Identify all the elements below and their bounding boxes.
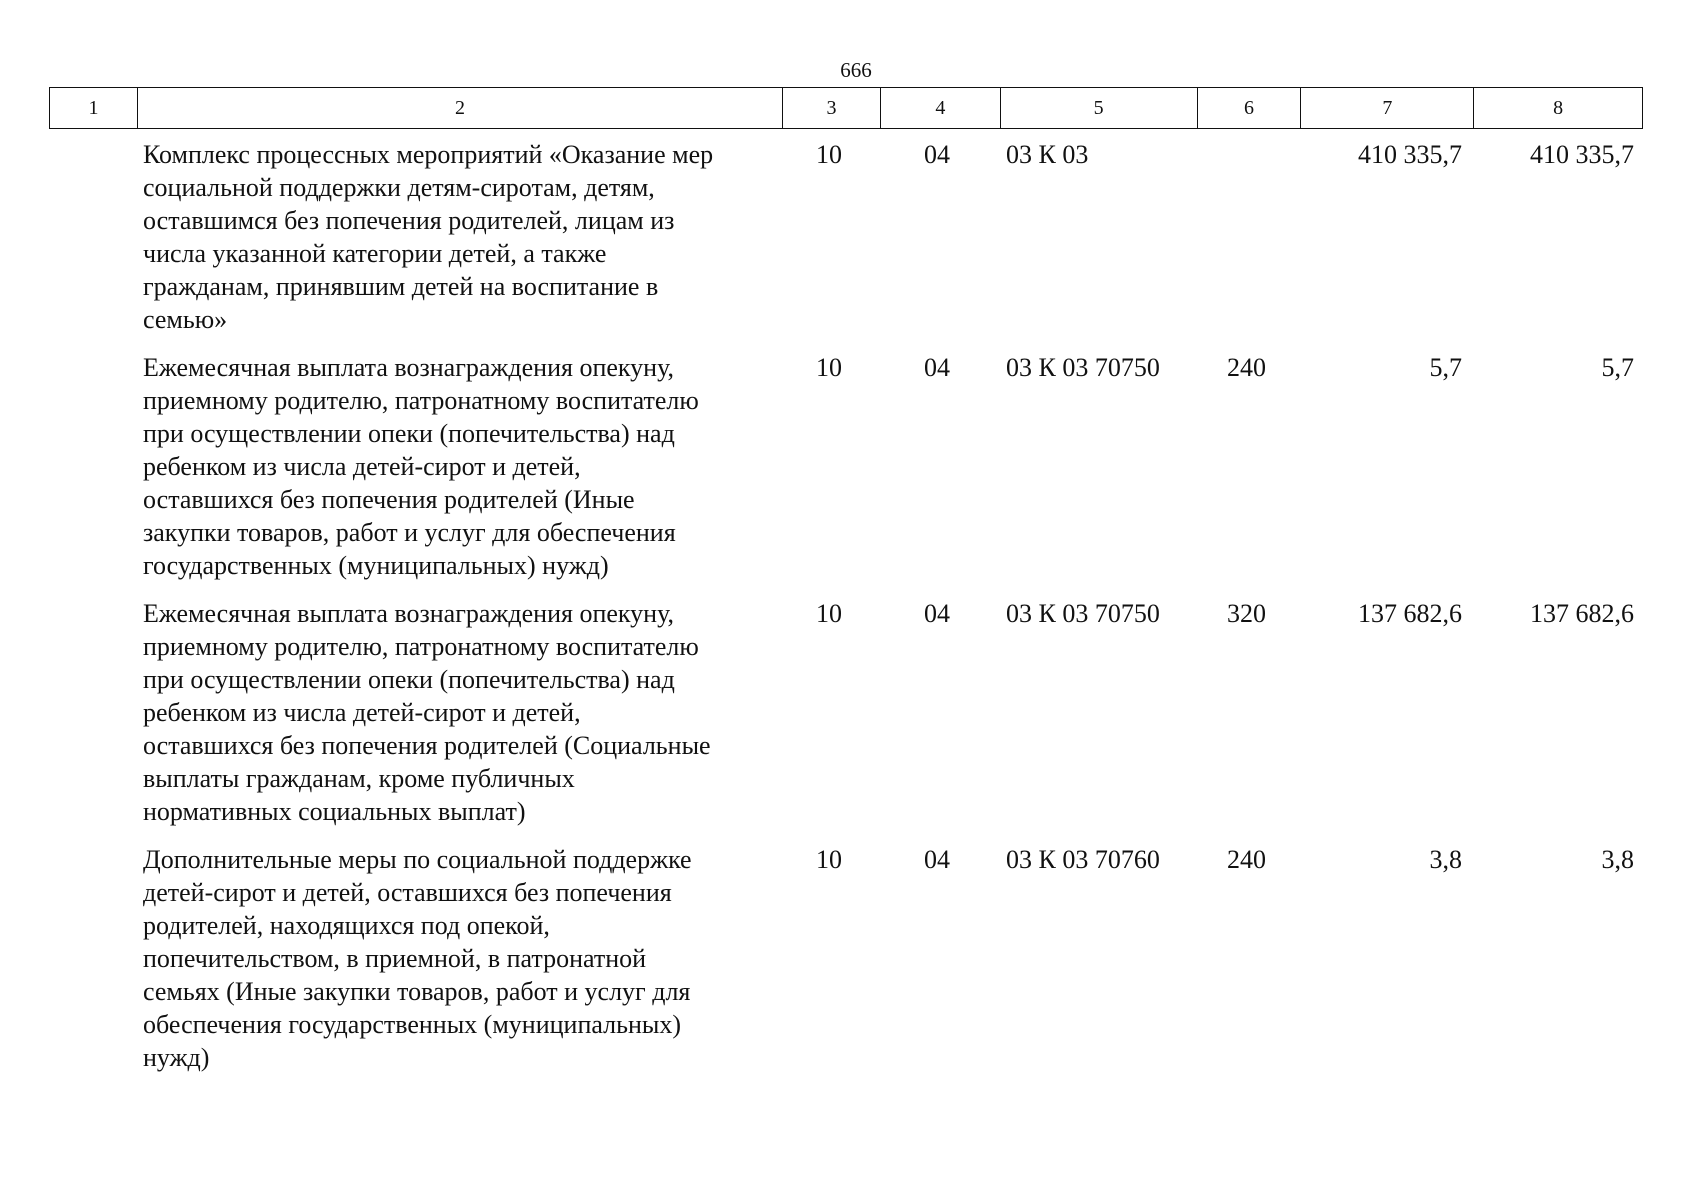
header-col-5: 5 <box>1000 88 1197 128</box>
header-col-1: 1 <box>88 97 99 119</box>
row-subsection: 04 <box>924 140 950 169</box>
row-subsection: 04 <box>924 599 950 628</box>
header-col-4: 4 <box>880 88 1000 128</box>
row-target-article: 03 К 03 70750 <box>1006 353 1160 382</box>
row-value-1: 5,7 <box>1429 353 1462 382</box>
row-value-2: 410 335,7 <box>1530 140 1634 169</box>
row-expense-type: 240 <box>1227 845 1266 874</box>
header-col-6: 6 <box>1197 88 1301 128</box>
row-target-article: 03 К 03 <box>1006 140 1089 169</box>
row-description: Ежемесячная выплата вознаграждения опекуну, приемному родителю, патронатному воспитателю при осуществлении опеки (попечительства) над ребенком из числа детей-сирот и детей, оставшихся без попечения родителей (Социальные выплаты гражданам, кроме публичных нормативных социальных выплат) <box>143 599 711 826</box>
page-number: 666 <box>840 58 872 82</box>
row-value-1: 3,8 <box>1429 845 1462 874</box>
row-value-2: 137 682,6 <box>1530 599 1634 628</box>
row-value-1: 137 682,6 <box>1358 599 1462 628</box>
row-description: Ежемесячная выплата вознаграждения опекуну, приемному родителю, патронатному воспитателю при осуществлении опеки (попечительства) над ребенком из числа детей-сирот и детей, оставшихся без попечения родителей (Иные закупки товаров, работ и услуг для обеспечения государственных (муниципальных) нужд) <box>143 353 699 580</box>
row-value-1: 410 335,7 <box>1358 140 1462 169</box>
row-expense-type: 240 <box>1227 353 1266 382</box>
header-col-2: 2 <box>137 88 782 128</box>
table-header <box>49 87 1643 129</box>
header-col-8: 8 <box>1473 88 1642 128</box>
row-section: 10 <box>816 353 842 382</box>
row-value-2: 5,7 <box>1601 353 1634 382</box>
row-target-article: 03 К 03 70750 <box>1006 599 1160 628</box>
row-subsection: 04 <box>924 353 950 382</box>
row-target-article: 03 К 03 70760 <box>1006 845 1160 874</box>
row-section: 10 <box>816 140 842 169</box>
row-section: 10 <box>816 599 842 628</box>
row-description: Комплекс процессных мероприятий «Оказание мер социальной поддержки детям-сиротам, детям, оставшимся без попечения родителей, лицам из числа указанной категории детей, а также гражданам, принявшим детей на воспитание в семью» <box>143 140 714 334</box>
row-description: Дополнительные меры по социальной поддержке детей-сирот и детей, оставшихся без попечения родителей, находящихся под опекой, попечительством, в приемной, в патронатной семьях (Иные закупки товаров, работ и услуг для обеспечения государственных (муниципальных) нужд) <box>143 845 692 1072</box>
header-col-3: 3 <box>782 88 880 128</box>
row-section: 10 <box>816 845 842 874</box>
row-value-2: 3,8 <box>1601 845 1634 874</box>
header-col-7: 7 <box>1300 88 1473 128</box>
row-expense-type: 320 <box>1227 599 1266 628</box>
row-subsection: 04 <box>924 845 950 874</box>
